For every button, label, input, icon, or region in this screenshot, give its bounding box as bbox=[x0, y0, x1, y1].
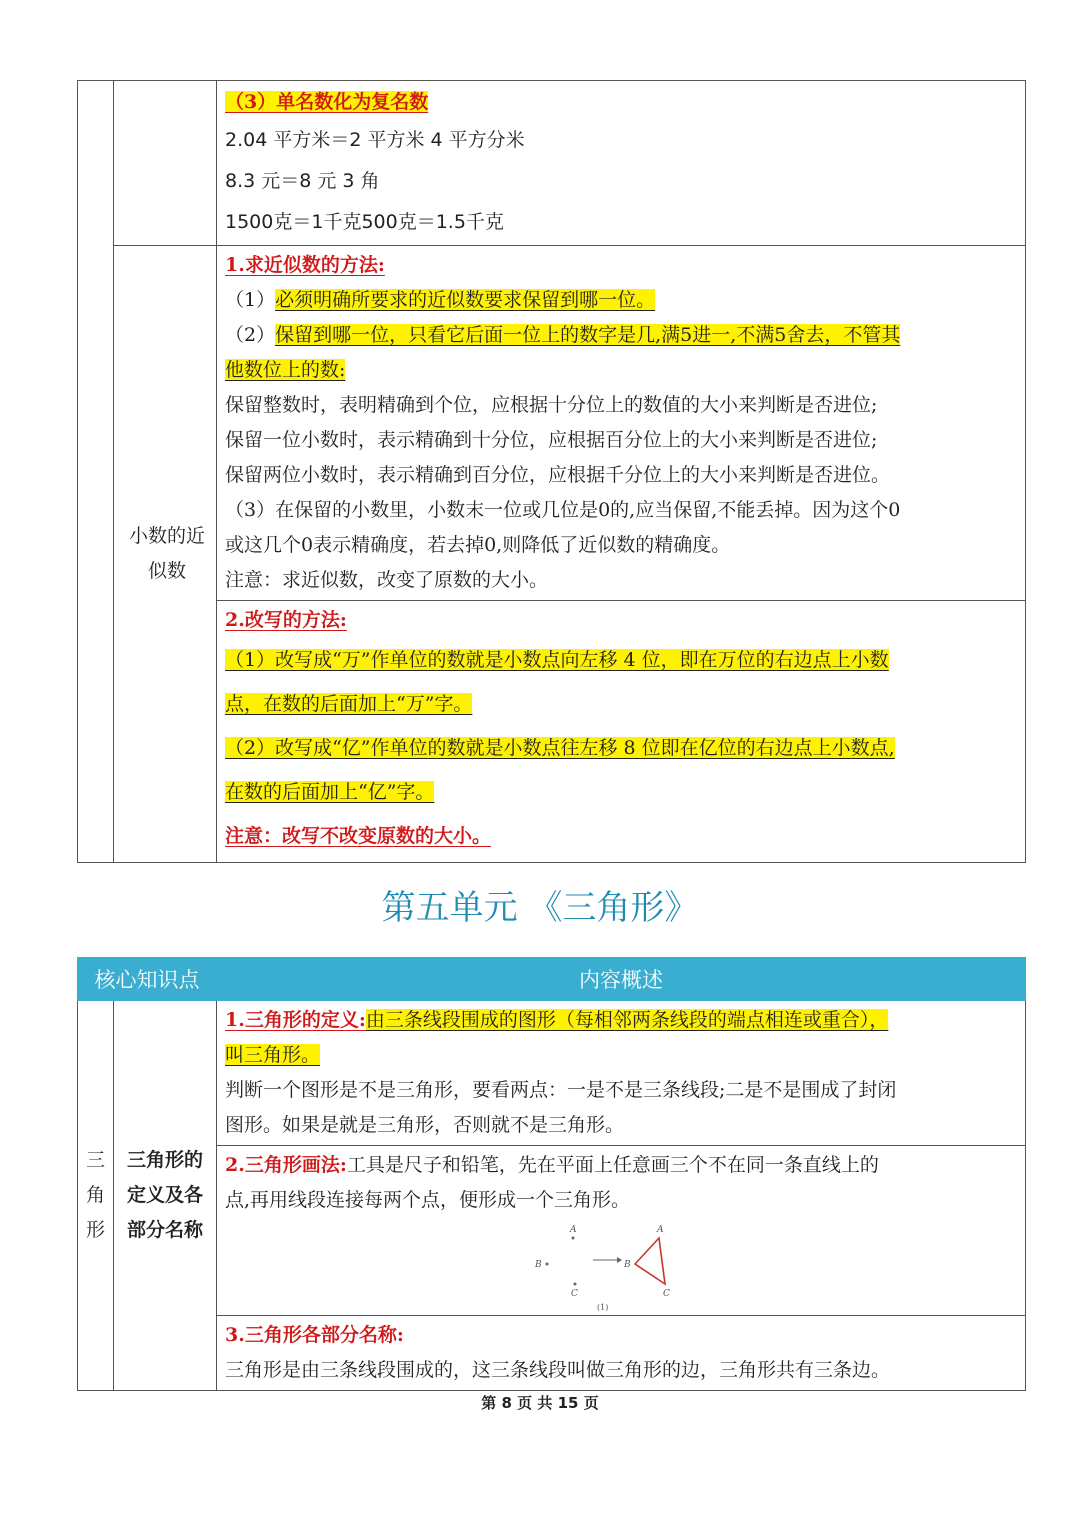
label-c1: C bbox=[571, 1289, 578, 1299]
definition-heading: 1.三角形的定义: bbox=[225, 1009, 366, 1031]
compound-line-2: 8.3 元＝8 元 3 角 bbox=[225, 170, 380, 192]
approx-decimal-label: 小数的近似数 bbox=[128, 525, 205, 582]
rewrite-p1b: 点，在数的后面加上“万”字。 bbox=[225, 693, 473, 715]
approx-p1: 必须明确所要求的近似数要求保留到哪一位。 bbox=[275, 289, 656, 311]
unit-title: 第五单元 《三角形》 bbox=[381, 888, 699, 928]
compound-line-3: 1500克＝1千克500克＝1.5千克 bbox=[225, 211, 504, 233]
approx-method-cell bbox=[217, 246, 1026, 601]
drawing-text-b: 点,再用线段连接每两个点，便形成一个三角形。 bbox=[225, 1189, 631, 1211]
triangle-drawing-diagram bbox=[225, 1218, 1017, 1313]
triangle-category-cell bbox=[78, 1001, 114, 1391]
approx-method-heading: 1.求近似数的方法: bbox=[225, 254, 385, 276]
triangle-topic-cell bbox=[114, 1001, 217, 1391]
triangle-definition-cell bbox=[217, 1001, 1026, 1146]
triangle-category-char-1: 三 bbox=[85, 1149, 105, 1171]
rewrite-p1a: （1）改写成“万”作单位的数就是小数点向左移 4 位，即在万位的右边点上小数 bbox=[225, 649, 889, 671]
approx-note: 注意：求近似数，改变了原数的大小。 bbox=[225, 569, 549, 591]
label-a1: A bbox=[570, 1225, 577, 1235]
dot-b bbox=[546, 1263, 549, 1266]
approx-p2-prefix: （2） bbox=[225, 324, 276, 346]
rewrite-p2b: 在数的后面加上“亿”字。 bbox=[225, 781, 435, 803]
approx-p2b: 他数位上的数: bbox=[225, 359, 346, 381]
table1-category-cell bbox=[78, 81, 114, 863]
header-core-knowledge: 核心知识点 bbox=[78, 958, 217, 1001]
unit4-table-continued bbox=[77, 80, 1026, 863]
rewrite-p2a: （2）改写成“亿”作单位的数就是小数点往左移 8 位即在亿位的右边点上小数点, bbox=[225, 737, 895, 759]
unit5-table bbox=[77, 957, 1026, 1391]
compound-unit-cell bbox=[217, 81, 1026, 246]
table1-empty-label-cell bbox=[114, 81, 217, 246]
label-c2: C bbox=[663, 1289, 670, 1299]
definition-line-1: 判断一个图形是不是三角形，要看两点：一是不是三条线段;二是不是围成了封闭 bbox=[225, 1079, 897, 1101]
rewrite-heading: 2.改写的方法: bbox=[225, 609, 347, 631]
approx-line-4: （3）在保留的小数里，小数末一位或几位是0的,应当保留,不能丢掉。因为这个0 bbox=[225, 499, 901, 521]
header-content-summary: 内容概述 bbox=[217, 958, 1026, 1001]
compound-line-1: 2.04 平方米＝2 平方米 4 平方分米 bbox=[225, 129, 525, 151]
triangle-topic-line-2: 定义及各 bbox=[126, 1184, 203, 1206]
definition-line-2: 图形。如果是就是三角形，否则就不是三角形。 bbox=[225, 1114, 625, 1136]
approx-p1-prefix: （1） bbox=[225, 289, 276, 311]
label-a2: A bbox=[657, 1225, 664, 1235]
triangle-category-char-3: 形 bbox=[85, 1219, 105, 1241]
page-footer: 第 8 页 共 15 页 bbox=[481, 1394, 599, 1412]
parts-text: 三角形是由三条线段围成的，这三条线段叫做三角形的边，三角形共有三条边。 bbox=[225, 1359, 891, 1381]
approx-line-2: 保留一位小数时，表示精确到十分位，应根据百分位上的大小来判断是否进位; bbox=[225, 429, 878, 451]
drawn-triangle bbox=[635, 1238, 665, 1284]
approx-decimal-label-cell bbox=[114, 246, 217, 863]
triangle-parts-cell bbox=[217, 1316, 1026, 1391]
label-b1: B bbox=[535, 1260, 542, 1270]
dot-c bbox=[574, 1283, 577, 1286]
drawing-text-a: 工具是尺子和铅笔，先在平面上任意画三个不在同一条直线上的 bbox=[346, 1154, 879, 1176]
rewrite-note: 注意：改写不改变原数的大小。 bbox=[225, 825, 492, 847]
triangle-topic-line-3: 部分名称 bbox=[126, 1219, 203, 1241]
arrow-head bbox=[617, 1257, 622, 1263]
label-b2: B bbox=[624, 1260, 631, 1270]
approx-line-5: 或这几个0表示精确度，若去掉0,则降低了近似数的精确度。 bbox=[225, 534, 731, 556]
triangle-category-char-2: 角 bbox=[85, 1184, 105, 1206]
triangle-topic-line-1: 三角形的 bbox=[126, 1149, 203, 1171]
approx-line-1: 保留整数时，表明精确到个位，应根据十分位上的数值的大小来判断是否进位; bbox=[225, 394, 878, 416]
drawing-heading: 2.三角形画法: bbox=[225, 1154, 347, 1176]
triangle-diagram-svg bbox=[531, 1218, 711, 1313]
approx-line-3: 保留两位小数时，表示精确到百分位，应根据千分位上的大小来判断是否进位。 bbox=[225, 464, 891, 486]
dot-a bbox=[572, 1237, 575, 1240]
compound-unit-heading: （3）单名数化为复名数 bbox=[225, 91, 429, 113]
definition-text-b: 叫三角形。 bbox=[225, 1044, 321, 1066]
approx-p2a: 保留到哪一位，只看它后面一位上的数字是几,满5进一,不满5舍去，不管其 bbox=[275, 324, 901, 346]
diagram-caption: (1) bbox=[597, 1303, 609, 1312]
triangle-drawing-cell bbox=[217, 1146, 1026, 1316]
definition-text-a: 由三条线段围成的图形（每相邻两条线段的端点相连或重合）， bbox=[365, 1009, 889, 1031]
rewrite-method-cell bbox=[217, 601, 1026, 863]
parts-heading: 3.三角形各部分名称: bbox=[225, 1324, 404, 1346]
